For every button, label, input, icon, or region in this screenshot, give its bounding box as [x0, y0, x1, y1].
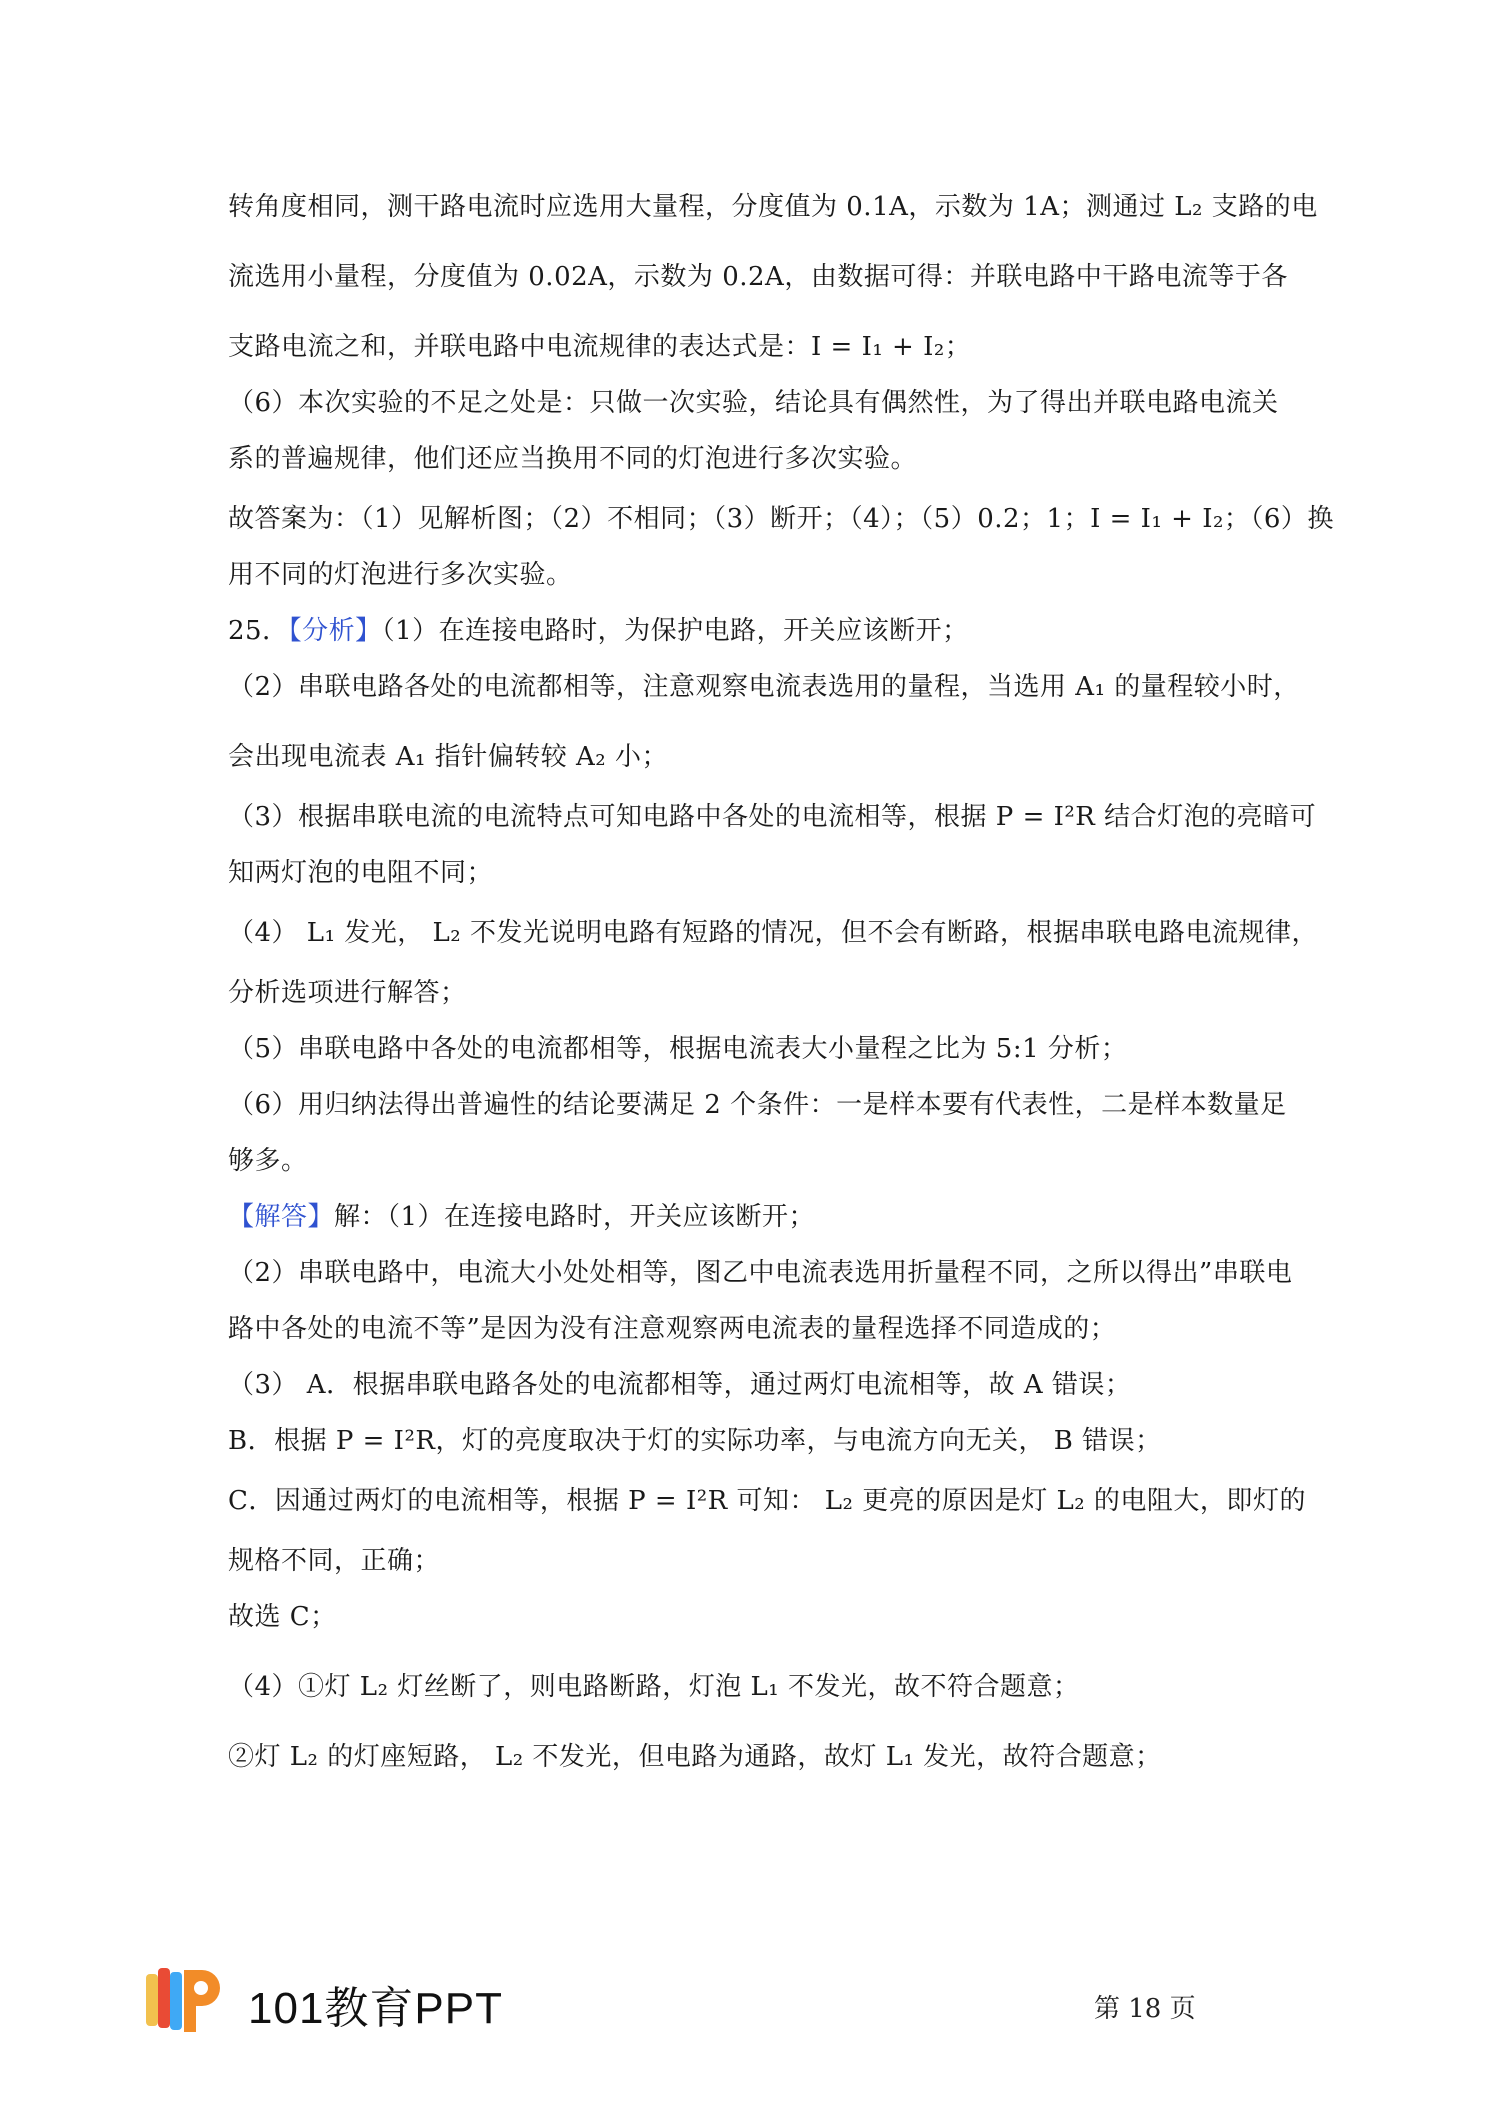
text-line: （3）根据串联电流的电流特点可知电路中各处的电流相等，根据 P = I²R 结合灯泡的亮暗可 — [228, 802, 1317, 832]
brand-logo-icon — [140, 1960, 240, 2040]
document-body — [228, 190, 1334, 1774]
text-line: 系的普遍规律，他们还应当换用不同的灯泡进行多次实验。 — [228, 444, 918, 474]
section-25-heading: 25．【分析】（1）在连接电路时，为保护电路，开关应该断开； — [228, 616, 969, 646]
text-line: （3） A．根据串联电路各处的电流都相等，通过两灯电流相等，故 A 错误； — [228, 1370, 1132, 1400]
text-line: （6）用归纳法得出普遍性的结论要满足 2 个条件：一是样本要有代表性，二是样本数量足 — [228, 1090, 1287, 1120]
analysis-tag: 【分析】 — [288, 616, 382, 646]
text-line: （4） L₁ 发光， L₂ 不发光说明电路有短路的情况，但不会有断路，根据串联电路电流规律， — [228, 918, 1318, 948]
text-line: （2）串联电路各处的电流都相等，注意观察电流表选用的量程，当选用 A₁ 的量程较小时， — [228, 672, 1300, 702]
text-line: 用不同的灯泡进行多次实验。 — [228, 560, 573, 590]
text-line: （2）串联电路中，电流大小处处相等，图乙中电流表选用折量程不同，之所以得出”串联电 — [228, 1258, 1293, 1288]
text-line: 流选用小量程，分度值为 0.02A，示数为 0.2A，由数据可得：并联电路中干路电流等于各 — [228, 262, 1288, 292]
text-line: 路中各处的电流不等”是因为没有注意观察两电流表的量程选择不同造成的； — [228, 1314, 1117, 1344]
text-line: 故选 C； — [228, 1602, 337, 1632]
text-line: ②灯 L₂ 的灯座短路， L₂ 不发光，但电路为通路，故灯 L₁ 发光，故符合题意； — [228, 1742, 1162, 1772]
text-line: 故答案为：（1）见解析图；（2）不相同；（3）断开；（4）；（5）0.2；1；I = I₁ + I₂；（6）换 — [228, 504, 1334, 534]
text-line: 分析选项进行解答； — [228, 978, 467, 1008]
text-line: 够多。 — [228, 1146, 308, 1176]
text-line: 会出现电流表 A₁ 指针偏转较 A₂ 小； — [228, 742, 668, 772]
text-line: 支路电流之和，并联电路中电流规律的表达式是：I = I₁ + I₂； — [228, 332, 972, 362]
text-line: 知两灯泡的电阻不同； — [228, 858, 494, 888]
text-line: 规格不同，正确； — [228, 1546, 441, 1576]
text-line: （4）①灯 L₂ 灯丝断了，则电路断路，灯泡 L₁ 不发光，故不符合题意； — [228, 1672, 1080, 1702]
text-line: （5）串联电路中各处的电流都相等，根据电流表大小量程之比为 5:1 分析； — [228, 1034, 1128, 1064]
text-line: C．因通过两灯的电流相等，根据 P = I²R 可知： L₂ 更亮的原因是灯 L₂ 的电阻大，即灯的 — [228, 1486, 1306, 1516]
text-line: 转角度相同，测干路电流时应选用大量程，分度值为 0.1A，示数为 1A；测通过 L₂ 支路的电 — [228, 192, 1318, 222]
text-line: B．根据 P = I²R，灯的亮度取决于灯的实际功率，与电流方向无关， B 错误； — [228, 1426, 1162, 1456]
page-number: 第 18 页 — [1094, 1994, 1196, 2024]
answer-tag: 【解答】 — [228, 1202, 335, 1232]
answer-heading: 【解答】解：（1）在连接电路时，开关应该断开； — [228, 1202, 816, 1232]
text-line: （6）本次实验的不足之处是：只做一次实验，结论具有偶然性，为了得出并联电路电流关 — [228, 388, 1279, 418]
brand-name: 101教育PPT — [248, 1984, 503, 2033]
